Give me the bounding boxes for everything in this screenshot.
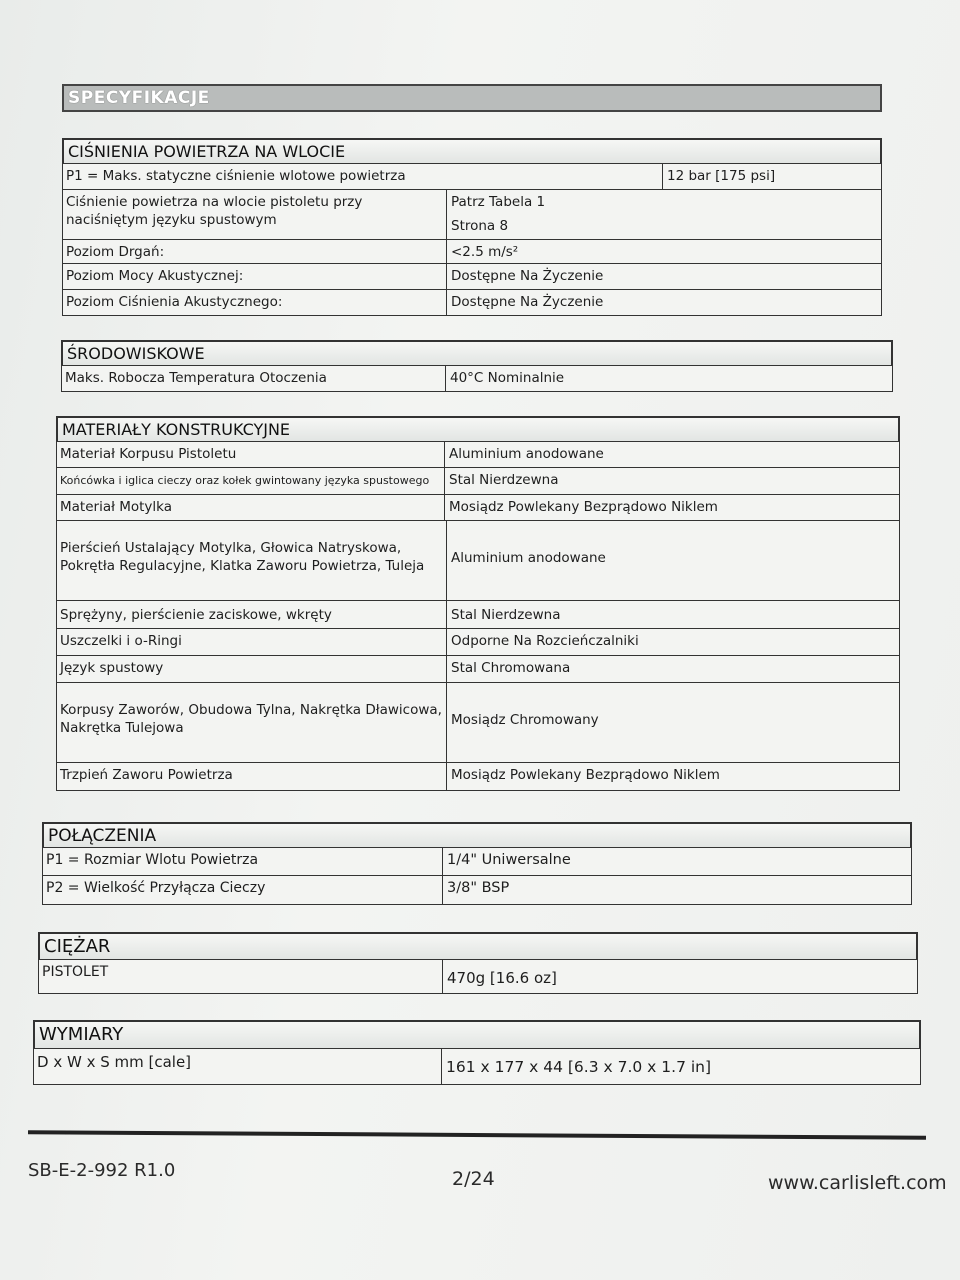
row-value: 40°C Nominalnie [450,370,565,386]
row-label: Korpusy Zaworów, Obudowa Tylna, Nakrętka Dławicowa, Nakrętka Tulejowa [57,683,447,762]
row-value: <2.5 m/s² [451,244,519,260]
section-title: WYMIARY [33,1020,921,1049]
document-code: SB-E-2-992 R1.0 [28,1160,176,1181]
section-title: POŁĄCZENIA [42,822,912,848]
section-title: MATERIAŁY KONSTRUKCYJNE [56,416,900,442]
row-label: Poziom Ciśnienia Akustycznego: [63,290,447,315]
row-label: Końcówka i iglica cieczy oraz kołek gwintowany języka spustowego [57,468,445,494]
row-value: Aluminium anodowane [449,446,604,462]
row-label: Materiał Motylka [57,495,445,520]
row-label: Poziom Drgań: [63,240,447,263]
row-label: P1 = Maks. statyczne ciśnienie wlotowe powietrza [63,164,663,189]
table-row [56,629,900,656]
row-value: 12 bar [175 psi] [667,168,776,184]
table-row [42,876,912,905]
section-title: CIĘŻAR [38,932,918,960]
row-value: 1/4" Uniwersalne [447,852,571,868]
row-value-line: Patrz Tabela 1 [451,194,546,210]
row-value: Stal Nierdzewna [451,607,561,623]
table-row [56,442,900,468]
section-weight [38,932,918,994]
row-value: Mosiądz Chromowany [451,712,599,728]
table-row [62,190,882,240]
row-label: Uszczelki i o-Ringi [57,629,447,655]
row-label: PISTOLET [39,960,443,993]
row-label: Maks. Robocza Temperatura Otoczenia [62,366,446,391]
table-row [56,495,900,521]
row-label: Ciśnienie powietrza na wlocie pistoletu przy naciśniętym języku spustowym [63,190,447,239]
row-value [447,190,881,239]
row-value: 161 x 177 x 44 [6.3 x 7.0 x 1.7 in] [446,1058,712,1076]
row-value: Dostępne Na Życzenie [451,268,604,284]
table-row [56,683,900,763]
row-label: Pierścień Ustalający Motylka, Głowica Natryskowa, Pokrętła Regulacyjne, Klatka Zaworu Powietrza, Tuleja [57,521,447,600]
table-row [62,164,882,190]
footer-divider [28,1130,926,1139]
section-air-pressure [62,138,882,316]
row-value: Stal Chromowana [451,660,571,676]
section-environmental [61,340,893,392]
row-value: 470g [16.6 oz] [447,969,557,987]
page-number: 2/24 [452,1168,495,1190]
table-row [61,366,893,392]
row-label: Sprężyny, pierścienie zaciskowe, wkręty [57,601,447,628]
row-value: Odporne Na Rozcieńczalniki [451,633,639,649]
row-value: Aluminium anodowane [451,550,606,566]
section-dimensions [33,1020,921,1085]
table-row [42,848,912,876]
row-value: Mosiądz Powlekany Bezprądowo Niklem [451,767,720,783]
section-title: ŚRODOWISKOWE [61,340,893,366]
table-row [38,960,918,994]
table-row [62,264,882,290]
row-value: 3/8" BSP [447,880,510,896]
row-label: Język spustowy [57,656,447,682]
row-label: Trzpień Zaworu Powietrza [57,763,447,790]
row-label: Poziom Mocy Akustycznej: [63,264,447,289]
row-label: P1 = Rozmiar Wlotu Powietrza [43,848,443,875]
row-value: Mosiądz Powlekany Bezprądowo Niklem [449,499,718,515]
table-row [62,290,882,316]
row-value-line: Strona 8 [451,218,509,235]
table-row [56,468,900,495]
row-label: P2 = Wielkość Przyłącza Cieczy [43,876,443,904]
section-connections [42,822,912,905]
row-value: Dostępne Na Życzenie [451,294,604,310]
table-row [33,1049,921,1085]
section-title: CIŚNIENIA POWIETRZA NA WLOCIE [62,138,882,164]
section-materials [56,416,900,791]
table-row [56,656,900,683]
row-label: D x W x S mm [cale] [34,1049,442,1084]
table-row [62,240,882,264]
website-url: www.carlisleft.com [768,1172,947,1194]
table-row [56,601,900,629]
table-row [56,521,900,601]
row-label: Materiał Korpusu Pistoletu [57,442,445,467]
section-banner-specifications: SPECYFIKACJE [62,84,882,112]
row-value: Stal Nierdzewna [449,472,559,488]
table-row [56,763,900,791]
